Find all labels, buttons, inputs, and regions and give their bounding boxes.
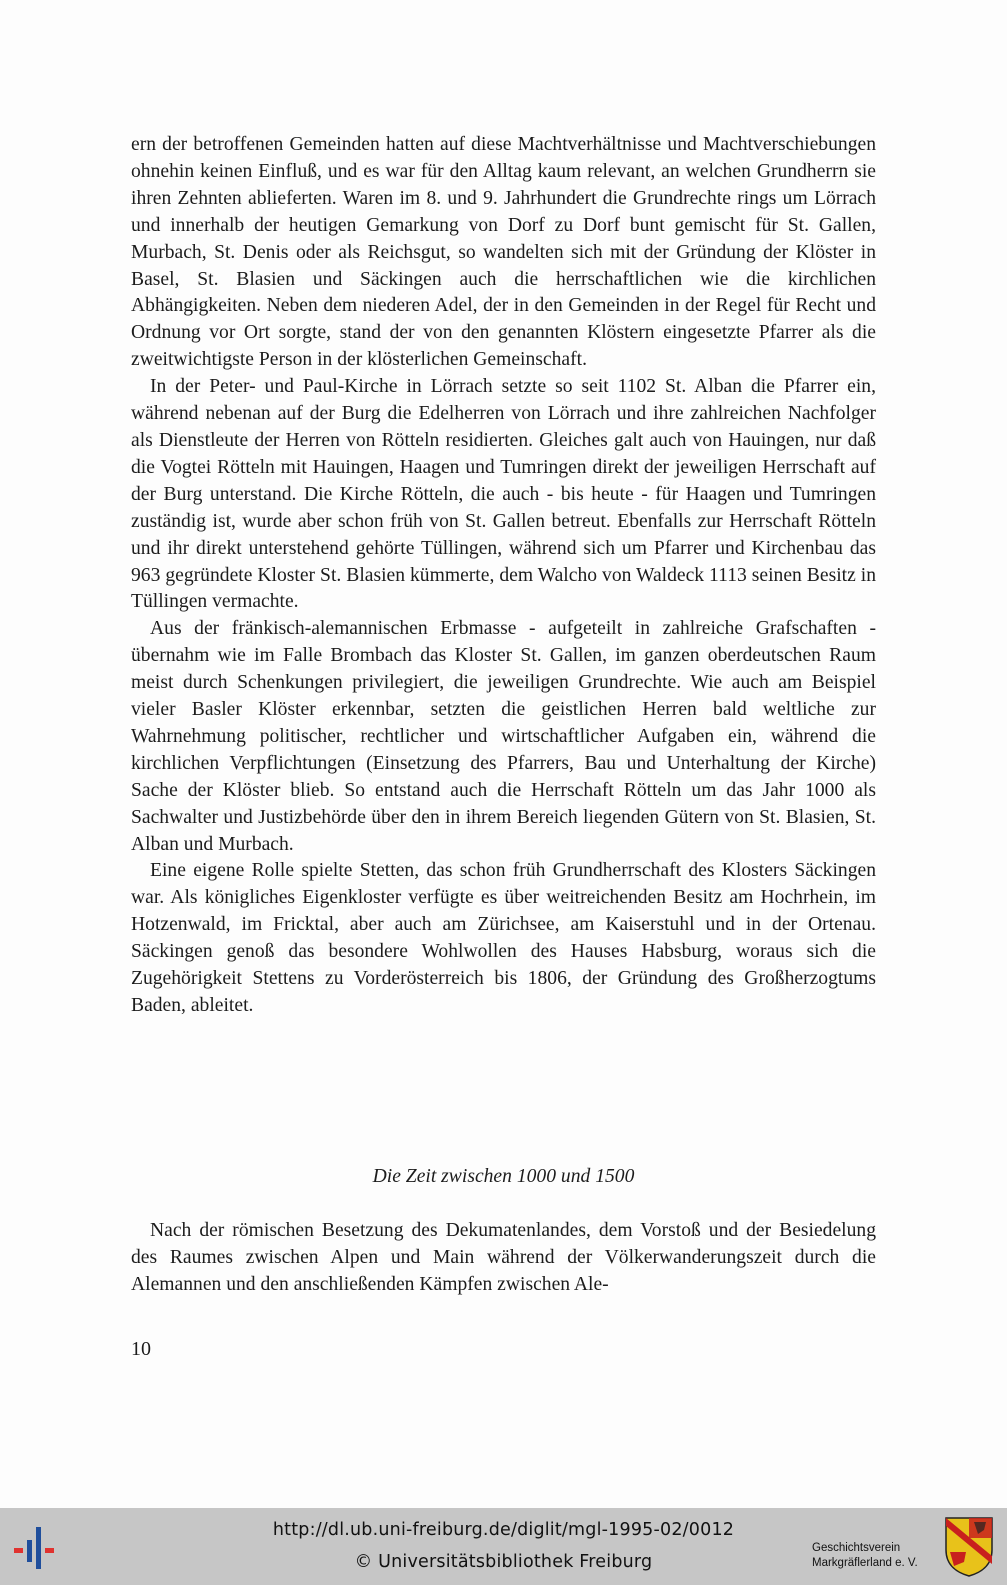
- body-text: [131, 132, 876, 1020]
- footer-url-link[interactable]: http://dl.ub.uni-freiburg.de/diglit/mgl-1995-02/0012: [272, 1520, 735, 1540]
- paragraph: Eine eigene Rolle spielte Stetten, das schon früh Grundherrschaft des Klosters Säckingen war. Als königliches Eigenkloster verfügte es über weitreichenden Besitz am Hochrhein, im Hotzenwald, im Fricktal, aber auch am Zürichsee, am Kaiserstuhl und in der Ortenau. Säckingen genoß das besondere Wohlwollen des Hauses Habsburg, woraus sich die Zugehörigkeit Stettens zu Vorderösterreich bis 1806, der Gründung des Großherzogtums Baden, ableitet.: [131, 860, 876, 1016]
- footer-copyright: © Universitätsbibliothek Freiburg: [354, 1552, 653, 1572]
- org-name-line1: Geschichtsverein: [812, 1542, 901, 1554]
- coat-of-arms-icon: [944, 1516, 994, 1578]
- section-heading: Die Zeit zwischen 1000 und 1500: [372, 1166, 635, 1187]
- paragraph: Nach der römischen Besetzung des Dekumatenlandes, dem Vorstoß und der Besiedelung des Raumes zwischen Alpen und Main während der Völkerwanderungszeit durch die Alemannen und den anschließenden Kämpfen zwischen Ale-: [131, 1220, 876, 1295]
- paragraph: ern der betroffenen Gemeinden hatten auf diese Machtverhältnisse und Machtverschiebungen ohnehin keinen Einfluß, und es war für den Alltag kaum relevant, an welchen Grundherrn sie ihren Zehnten ablieferten. Waren im 8. und 9. Jahrhundert die Grundrechte rings um Lörrach und innerhalb der heutigen Gemarkung von Dorf zu Dorf bunt gemischt für St. Gallen, Murbach, St. Denis oder als Reichsgut, so wandelten sich mit der Gründung der Klöster in Basel, St. Blasien und Säckingen auch die herrschaftlichen wie die kirchlichen Abhängigkeiten. Neben dem niederen Adel, der in den Gemeinden in der Regel für Recht und Ordnung vor Ort sorgte, stand der von den genannten Klöstern eingesetzte Pfarrer als die zweitwichtigste Person in der klösterlichen Gemeinschaft.: [131, 134, 876, 371]
- paragraph: Aus der fränkisch-alemannischen Erbmasse - aufgeteilt in zahlreiche Grafschaften - übernahm wie im Falle Brombach das Kloster St. Gallen, im ganzen oberdeutschen Raum meist durch Schenkungen privilegiert, die jeweiligen Grundrechte. Wie auch am Beispiel vieler Basler Klöster erkennbar, setzten die geistlichen Herren bald weltliche zur Wahrnehmung politischer, rechtlicher und wirtschaftlicher Aufgaben ein, während die kirchlichen Verpflichtungen (Einsetzung des Pfarrers, Bau und Unterhaltung der Kirche) Sache der Klöster blieb. So entstand auch die Herrschaft Rötteln um das Jahr 1000 als Sachwalter und Justizbehörde über den in ihrem Bereich liegenden Gütern von St. Blasien, St. Alban und Murbach.: [131, 618, 876, 855]
- section-body: [131, 1218, 876, 1299]
- org-name: [812, 1541, 918, 1571]
- paragraph: In der Peter- und Paul-Kirche in Lörrach setzte so seit 1102 St. Alban die Pfarrer ein, während nebenan auf der Burg die Edelherren von Lörrach und ihre zahlreichen Nachfolger als Dienstleute der Herren von Rötteln residierten. Gleiches galt auch von Hauingen, nur daß die Vogtei Rötteln mit Hauingen, Haagen und Tumringen direkt der jeweiligen Herrschaft auf der Burg unterstand. Die Kirche Rötteln, die auch - bis heute - für Haagen und Tumringen zuständig ist, wurde aber schon früh von St. Gallen betreut. Ebenfalls zur Herrschaft Rötteln und ihr direkt unterstehend gehörte Tüllingen, während sich um Pfarrer und Kirchenbau das 963 gegründete Kloster St. Blasien kümmerte, dem Walcho von Waldeck 1113 seinen Besitz in Tüllingen vermachte.: [131, 376, 876, 613]
- org-name-line2: Markgräflerland e. V.: [812, 1557, 918, 1569]
- footer-bar: [0, 1508, 1007, 1585]
- page-number: 10: [131, 1338, 151, 1360]
